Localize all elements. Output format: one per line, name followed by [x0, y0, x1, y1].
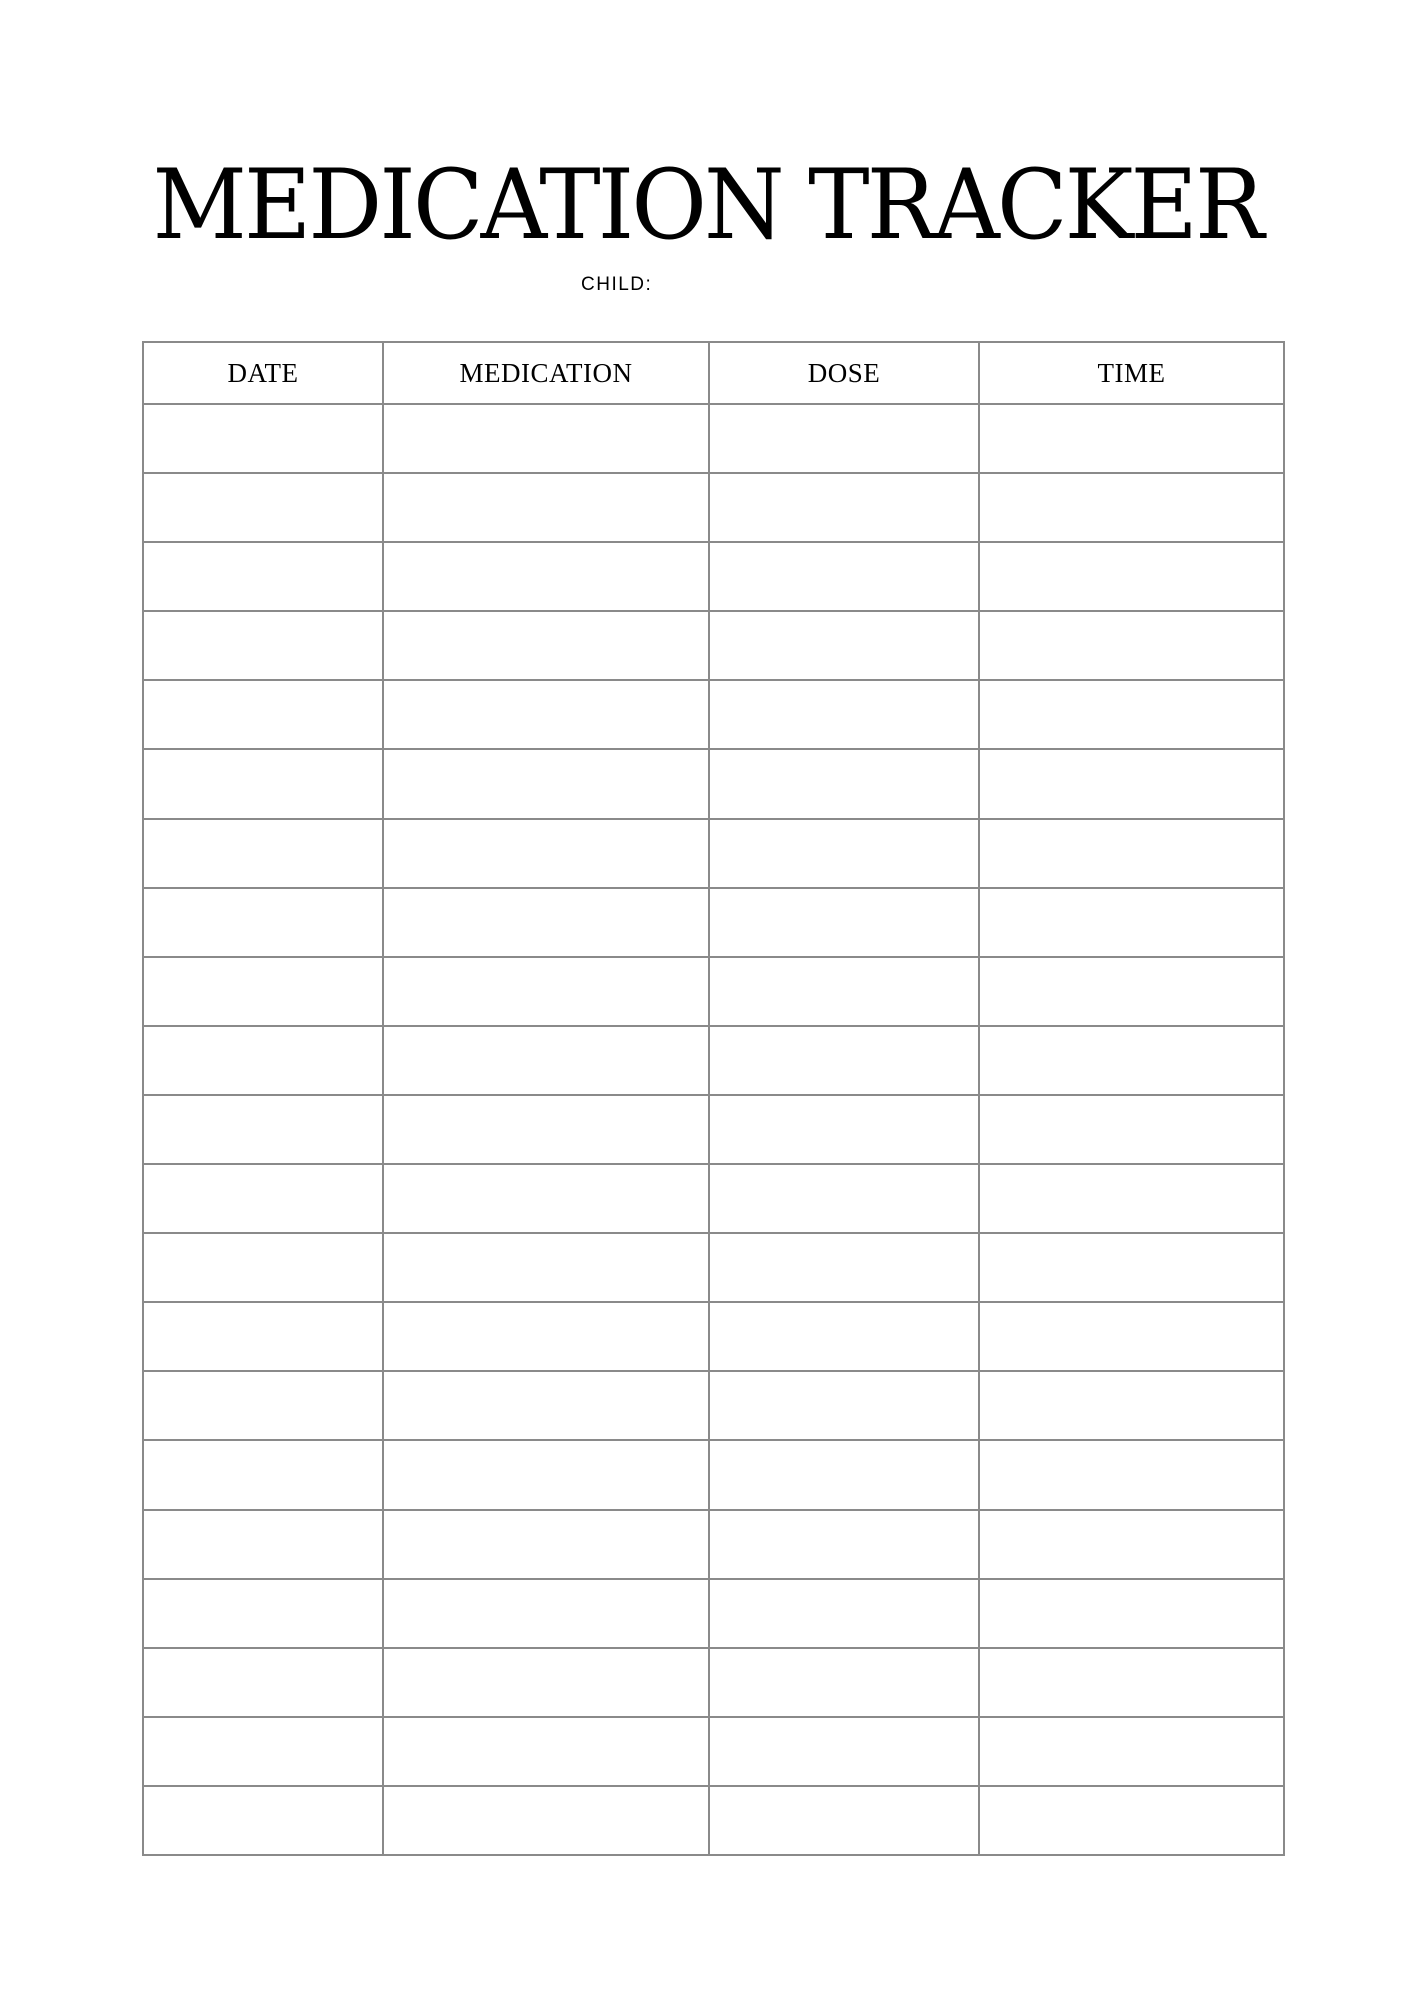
- table-row: [143, 1164, 1284, 1233]
- table-row: [143, 542, 1284, 611]
- cell-dose[interactable]: [709, 1026, 979, 1095]
- cell-date[interactable]: [143, 1786, 383, 1855]
- table-row: [143, 1717, 1284, 1786]
- cell-time[interactable]: [979, 819, 1284, 888]
- cell-time[interactable]: [979, 1233, 1284, 1302]
- cell-time[interactable]: [979, 1095, 1284, 1164]
- page-title: MEDICATION TRACKER: [152, 149, 1262, 261]
- cell-time[interactable]: [979, 1579, 1284, 1648]
- column-header-time: TIME: [979, 342, 1284, 404]
- cell-time[interactable]: [979, 1302, 1284, 1371]
- column-header-dose: DOSE: [709, 342, 979, 404]
- table-row: [143, 1302, 1284, 1371]
- cell-date[interactable]: [143, 1440, 383, 1509]
- cell-medication[interactable]: [383, 611, 709, 680]
- column-header-medication: MEDICATION: [383, 342, 709, 404]
- cell-medication[interactable]: [383, 1579, 709, 1648]
- cell-date[interactable]: [143, 819, 383, 888]
- table-body: [143, 404, 1284, 1855]
- cell-date[interactable]: [143, 680, 383, 749]
- table-row: [143, 1510, 1284, 1579]
- table-row: [143, 1786, 1284, 1855]
- column-header-date: DATE: [143, 342, 383, 404]
- table-header-row: [143, 342, 1284, 404]
- cell-date[interactable]: [143, 473, 383, 542]
- cell-dose[interactable]: [709, 1371, 979, 1440]
- cell-dose[interactable]: [709, 1440, 979, 1509]
- cell-date[interactable]: [143, 1717, 383, 1786]
- table-row: [143, 680, 1284, 749]
- cell-medication[interactable]: [383, 473, 709, 542]
- cell-time[interactable]: [979, 1648, 1284, 1717]
- cell-dose[interactable]: [709, 404, 979, 473]
- table-row: [143, 1095, 1284, 1164]
- cell-time[interactable]: [979, 1786, 1284, 1855]
- cell-medication[interactable]: [383, 1302, 709, 1371]
- cell-date[interactable]: [143, 888, 383, 957]
- cell-dose[interactable]: [709, 1302, 979, 1371]
- table-row: [143, 888, 1284, 957]
- cell-dose[interactable]: [709, 1095, 979, 1164]
- cell-dose[interactable]: [709, 819, 979, 888]
- table-row: [143, 1233, 1284, 1302]
- cell-medication[interactable]: [383, 1371, 709, 1440]
- table-row: [143, 1440, 1284, 1509]
- cell-date[interactable]: [143, 542, 383, 611]
- cell-date[interactable]: [143, 957, 383, 1026]
- cell-dose[interactable]: [709, 749, 979, 818]
- cell-date[interactable]: [143, 1233, 383, 1302]
- table-row: [143, 749, 1284, 818]
- table-row: [143, 1371, 1284, 1440]
- cell-time[interactable]: [979, 1717, 1284, 1786]
- cell-medication[interactable]: [383, 1648, 709, 1717]
- cell-dose[interactable]: [709, 1233, 979, 1302]
- cell-time[interactable]: [979, 749, 1284, 818]
- cell-medication[interactable]: [383, 1233, 709, 1302]
- cell-time[interactable]: [979, 1164, 1284, 1233]
- cell-dose[interactable]: [709, 1510, 979, 1579]
- cell-date[interactable]: [143, 404, 383, 473]
- cell-dose[interactable]: [709, 1164, 979, 1233]
- table-row: [143, 611, 1284, 680]
- table-row: [143, 957, 1284, 1026]
- cell-time[interactable]: [979, 888, 1284, 957]
- cell-dose[interactable]: [709, 888, 979, 957]
- cell-dose[interactable]: [709, 1786, 979, 1855]
- cell-medication[interactable]: [383, 1440, 709, 1509]
- cell-date[interactable]: [143, 749, 383, 818]
- table-row: [143, 1648, 1284, 1717]
- cell-medication[interactable]: [383, 888, 709, 957]
- cell-dose[interactable]: [709, 1648, 979, 1717]
- table-row: [143, 404, 1284, 473]
- cell-medication[interactable]: [383, 819, 709, 888]
- cell-date[interactable]: [143, 1648, 383, 1717]
- cell-dose[interactable]: [709, 1717, 979, 1786]
- cell-dose[interactable]: [709, 957, 979, 1026]
- cell-date[interactable]: [143, 1095, 383, 1164]
- cell-dose[interactable]: [709, 473, 979, 542]
- cell-time[interactable]: [979, 404, 1284, 473]
- child-field-label: CHILD:: [581, 274, 653, 295]
- cell-dose[interactable]: [709, 680, 979, 749]
- cell-date[interactable]: [143, 611, 383, 680]
- cell-medication[interactable]: [383, 1095, 709, 1164]
- cell-medication[interactable]: [383, 1717, 709, 1786]
- medication-log-table: [142, 341, 1285, 1856]
- table-row: [143, 819, 1284, 888]
- cell-time[interactable]: [979, 957, 1284, 1026]
- cell-time[interactable]: [979, 1510, 1284, 1579]
- table-row: [143, 1026, 1284, 1095]
- cell-time[interactable]: [979, 1026, 1284, 1095]
- cell-date[interactable]: [143, 1371, 383, 1440]
- cell-medication[interactable]: [383, 680, 709, 749]
- cell-medication[interactable]: [383, 1164, 709, 1233]
- cell-medication[interactable]: [383, 1786, 709, 1855]
- cell-time[interactable]: [979, 1440, 1284, 1509]
- cell-time[interactable]: [979, 542, 1284, 611]
- cell-medication[interactable]: [383, 749, 709, 818]
- cell-time[interactable]: [979, 473, 1284, 542]
- cell-time[interactable]: [979, 611, 1284, 680]
- cell-dose[interactable]: [709, 611, 979, 680]
- cell-time[interactable]: [979, 1371, 1284, 1440]
- cell-dose[interactable]: [709, 1579, 979, 1648]
- cell-medication[interactable]: [383, 542, 709, 611]
- cell-dose[interactable]: [709, 542, 979, 611]
- cell-medication[interactable]: [383, 404, 709, 473]
- cell-date[interactable]: [143, 1302, 383, 1371]
- cell-medication[interactable]: [383, 1026, 709, 1095]
- cell-time[interactable]: [979, 680, 1284, 749]
- cell-date[interactable]: [143, 1510, 383, 1579]
- cell-date[interactable]: [143, 1026, 383, 1095]
- cell-medication[interactable]: [383, 957, 709, 1026]
- cell-medication[interactable]: [383, 1510, 709, 1579]
- table-row: [143, 473, 1284, 542]
- cell-date[interactable]: [143, 1164, 383, 1233]
- table-row: [143, 1579, 1284, 1648]
- cell-date[interactable]: [143, 1579, 383, 1648]
